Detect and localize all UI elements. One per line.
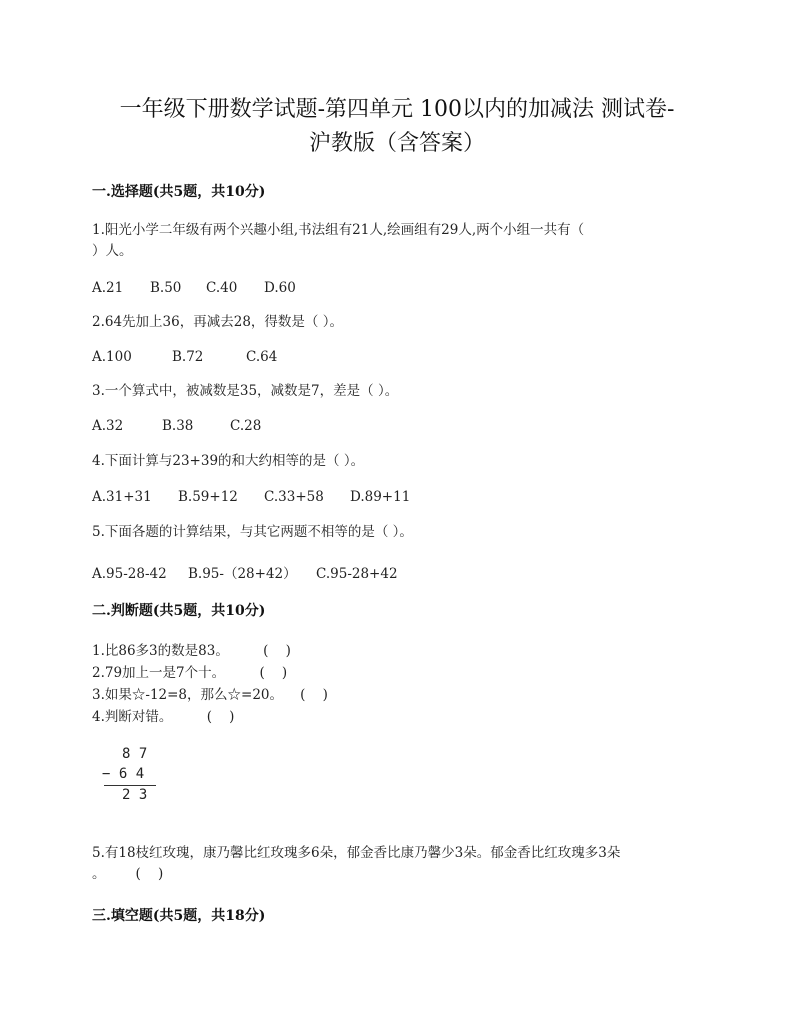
judge-list	[92, 640, 328, 728]
option-c: C.95-28+42	[316, 566, 398, 582]
option-b: B.95-（28+42）	[188, 566, 297, 582]
option-b: B.50	[150, 280, 182, 296]
vertical-subtraction	[100, 744, 160, 805]
option-d: D.89+11	[350, 489, 411, 505]
option-a: A.31+31	[92, 489, 152, 505]
judge-item-1: 1.比86多3的数是83。 ( )	[92, 643, 291, 659]
option-a: A.95-28-42	[92, 566, 167, 582]
judge-item-5-line2: 。 ( )	[92, 866, 164, 882]
option-c: C.64	[246, 349, 278, 365]
option-b: B.59+12	[178, 489, 238, 505]
calc-result: 2 3	[122, 787, 148, 803]
option-c: C.40	[206, 280, 238, 296]
question-2: 2.64先加上36，再减去28，得数是（ ）。	[92, 314, 343, 330]
question-4: 4.下面计算与23+39的和大约相等的是（ ）。	[92, 453, 365, 469]
option-c: C.28	[230, 418, 262, 434]
option-a: A.100	[92, 349, 132, 365]
calc-subtrahend: − 6 4	[102, 766, 145, 782]
judge-item-5	[92, 843, 620, 885]
option-a: A.21	[92, 280, 124, 296]
judge-item-2: 2.79加上一是7个十。 ( )	[92, 665, 288, 681]
calc-divider-line	[104, 785, 156, 786]
judge-item-3: 3.如果☆-12=8，那么☆=20。 ( )	[92, 687, 328, 703]
question-5-options	[92, 562, 398, 582]
question-4-options	[92, 489, 410, 505]
calc-minuend: 8 7	[122, 746, 148, 762]
section3-heading: 三.填空题(共5题，共18分)	[92, 908, 266, 924]
judge-item-4: 4.判断对错。 ( )	[92, 709, 235, 725]
option-b: B.72	[172, 349, 204, 365]
question-5: 5.下面各题的计算结果，与其它两题不相等的是（ ）。	[92, 524, 413, 540]
judge-item-5-line1: 5.有18枝红玫瑰，康乃馨比红玫瑰多6朵，郁金香比康乃馨少3朵。郁金香比红玫瑰多3朵	[92, 845, 621, 861]
option-a: A.32	[92, 418, 124, 434]
question-3-options	[92, 418, 261, 434]
question-1-line1: 1.阳光小学二年级有两个兴趣小组,书法组有21人,绘画组有29人,两个小组一共有（	[92, 222, 585, 238]
section2-heading: 二.判断题(共5题，共10分)	[92, 603, 266, 619]
question-1-options	[92, 280, 296, 296]
question-1	[92, 220, 584, 262]
question-2-options	[92, 349, 277, 365]
option-c: C.33+58	[264, 489, 324, 505]
question-1-line2: ）人。	[92, 243, 133, 259]
question-3: 3.一个算式中，被减数是35，减数是7，差是（ ）。	[92, 383, 399, 399]
option-d: D.60	[264, 280, 296, 296]
option-b: B.38	[162, 418, 194, 434]
section1-heading: 一.选择题(共5题，共10分)	[92, 184, 266, 200]
document-title-line1: 一年级下册数学试题-第四单元 100以内的加减法 测试卷-	[119, 97, 675, 122]
document-title-line2: 沪教版（含答案）	[308, 131, 485, 156]
